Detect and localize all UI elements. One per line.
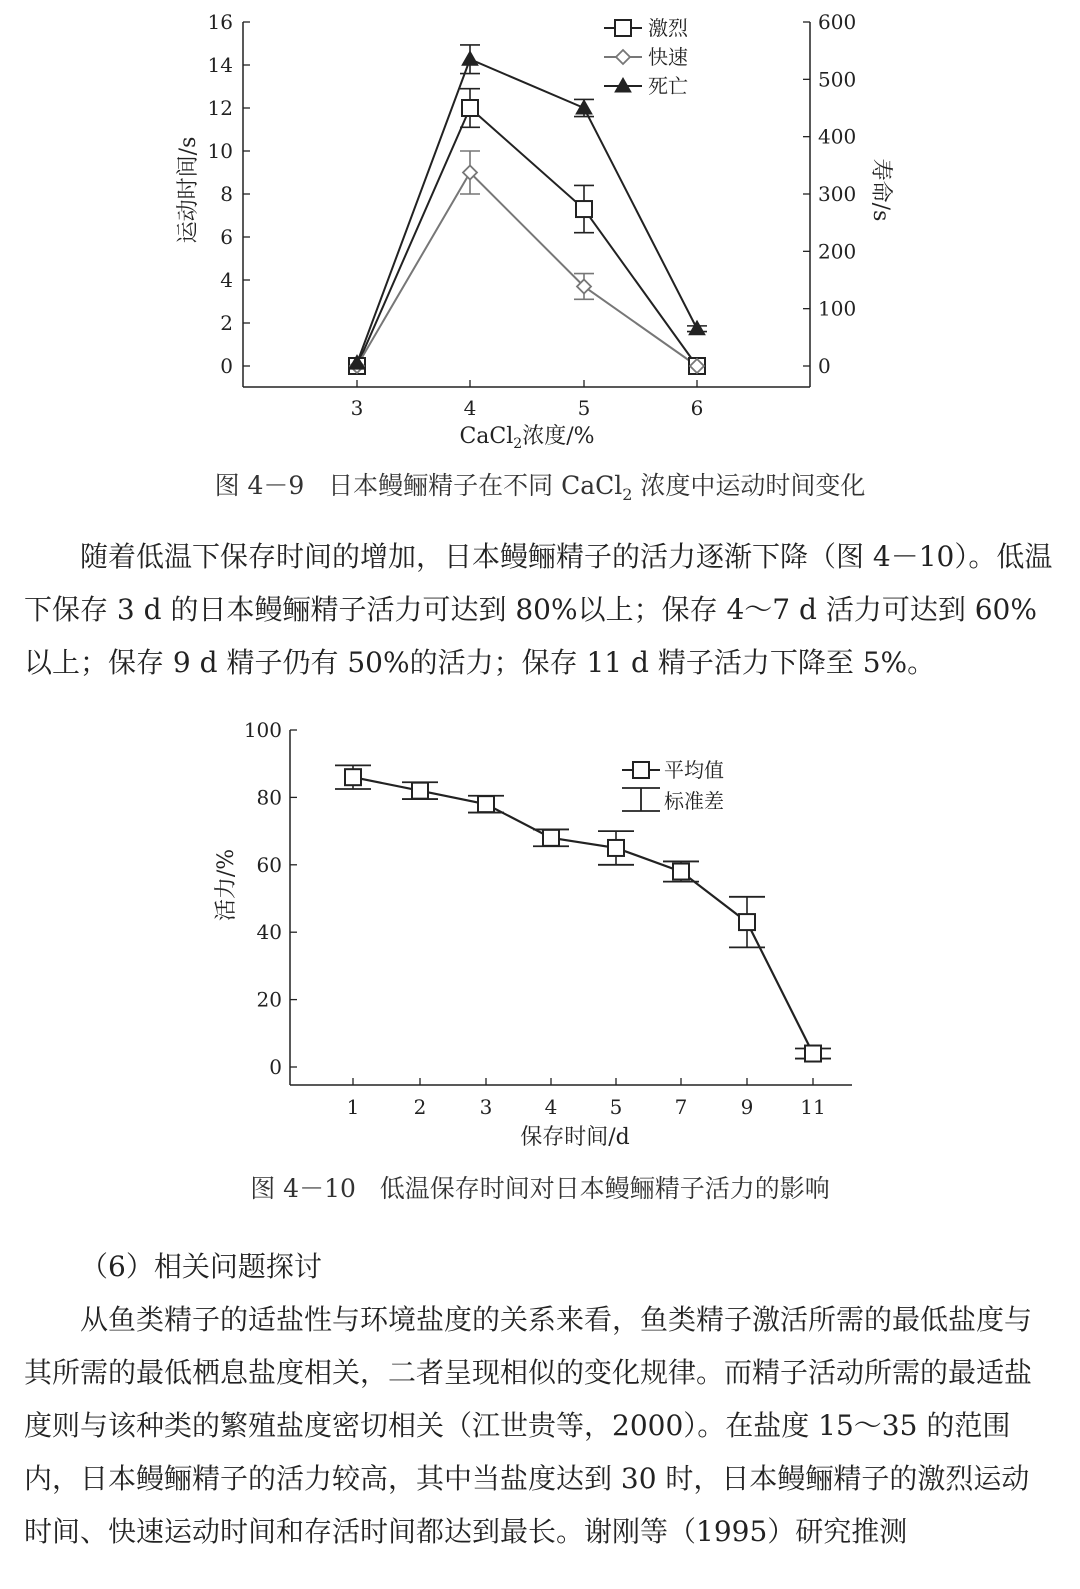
x-tick-label: 1 bbox=[346, 1095, 360, 1119]
x-axis-label: 保存时间/d bbox=[520, 1125, 630, 1150]
x-tick-label: 3 bbox=[479, 1095, 493, 1119]
y-tick-label: 0 bbox=[220, 354, 233, 378]
y-tick-label: 60 bbox=[256, 852, 282, 877]
data-point bbox=[412, 783, 428, 799]
legend-label: 激烈 bbox=[648, 16, 688, 40]
y-tick-label: 0 bbox=[269, 1055, 282, 1079]
x-tick-label: 2 bbox=[413, 1095, 427, 1119]
data-point-死亡 bbox=[462, 51, 478, 65]
data-point bbox=[739, 914, 755, 930]
y2-tick-label: 300 bbox=[818, 182, 857, 206]
y-tick-label: 8 bbox=[220, 182, 233, 206]
x-tick-label: 6 bbox=[690, 396, 704, 420]
caption-text: 低温保存时间对日本鳗鲡精子活力的影响 bbox=[379, 1174, 830, 1203]
y-tick-label: 10 bbox=[207, 139, 233, 163]
caption-subscript: 2 bbox=[622, 485, 633, 504]
legend-marker bbox=[615, 20, 631, 36]
x-tick-label: 7 bbox=[674, 1095, 688, 1119]
y2-tick-label: 500 bbox=[818, 67, 857, 92]
x-axis-label: CaCl$_2$浓度/% bbox=[459, 424, 595, 452]
data-point bbox=[478, 796, 494, 812]
y-tick-label: 4 bbox=[220, 268, 233, 292]
x-tick-label: 4 bbox=[544, 1095, 558, 1119]
storage-chart bbox=[0, 700, 1080, 1160]
y-tick-label: 6 bbox=[220, 225, 233, 249]
y2-tick-label: 600 bbox=[818, 10, 857, 34]
data-point-激烈 bbox=[576, 201, 592, 217]
y2-axis-label: 寿命/s bbox=[868, 158, 893, 222]
paragraph-2-text: 从鱼类精子的适盐性与环境盐度的关系来看，鱼类精子激活所需的最低盐度与其所需的最低栖息盐度相关，二者呈现相似的变化规律。而精子活动所需的最适盐度则与该种类的繁殖盐度密切相关（江世贵等，2000）。在盐度 15～35 的范围内，日本鳗鲡精子的活力较高，其中当盐度达到 30 时，日本鳗鲡精子的激烈运动时间、快速运动时间和存活时间都达到最长。谢刚等（1995）研究推测 bbox=[24, 1303, 1033, 1548]
chart-legend bbox=[622, 758, 724, 813]
y-tick-label: 2 bbox=[220, 311, 233, 335]
y-axis-label: 活力/% bbox=[214, 848, 239, 922]
y2-tick-label: 100 bbox=[818, 296, 857, 321]
data-point bbox=[345, 769, 361, 785]
y-tick-label: 80 bbox=[256, 785, 282, 810]
x-tick-label: 11 bbox=[800, 1095, 826, 1119]
y2-tick-label: 0 bbox=[818, 354, 831, 378]
section-heading: （6）相关问题探讨 bbox=[80, 1250, 322, 1283]
y2-tick-label: 400 bbox=[818, 124, 857, 149]
x-tick-label: 5 bbox=[609, 1095, 623, 1119]
y-tick-label: 12 bbox=[207, 96, 233, 120]
figure-caption-1 bbox=[0, 466, 1080, 504]
paragraph-1 bbox=[24, 530, 1056, 689]
data-point-激烈 bbox=[462, 100, 478, 116]
data-point bbox=[805, 1046, 821, 1062]
y-tick-label: 20 bbox=[256, 987, 282, 1012]
y-tick-label: 40 bbox=[256, 920, 282, 945]
legend-label: 平均值 bbox=[664, 758, 724, 782]
y-tick-label: 16 bbox=[207, 10, 233, 34]
data-point bbox=[543, 830, 559, 846]
data-point bbox=[673, 864, 689, 880]
figure-caption-2 bbox=[0, 1169, 1080, 1205]
caption-text-tail: 浓度中运动时间变化 bbox=[632, 471, 866, 500]
legend-label: 快速 bbox=[648, 45, 688, 69]
calcium-chart bbox=[0, 0, 1080, 470]
legend-label: 标准差 bbox=[664, 789, 724, 813]
caption-text: 日本鳗鲡精子在不同 CaCl bbox=[328, 471, 623, 500]
x-tick-label: 5 bbox=[577, 396, 591, 420]
paragraph-1-text: 随着低温下保存时间的增加，日本鳗鲡精子的活力逐渐下降（图 4－10）。低温下保存 3 d 的日本鳗鲡精子活力可达到 80%以上；保存 4～7 d 活力可达到 60%以上；保存 9 d 精子仍有 50%的活力；保存 11 d 精子活力下降至 5%。 bbox=[24, 540, 1053, 679]
series-line-死亡 bbox=[357, 59, 697, 363]
legend-marker bbox=[616, 50, 630, 64]
x-tick-label: 4 bbox=[463, 396, 477, 420]
chart-legend bbox=[604, 16, 689, 98]
y2-tick-label: 200 bbox=[818, 239, 857, 264]
x-tick-label: 3 bbox=[350, 396, 364, 420]
legend-marker bbox=[633, 762, 649, 778]
caption-prefix: 图 4－9 bbox=[214, 471, 305, 500]
data-point bbox=[608, 840, 624, 856]
y-tick-label: 14 bbox=[207, 53, 233, 77]
series-line-快速 bbox=[357, 173, 697, 367]
x-tick-label: 9 bbox=[740, 1095, 754, 1119]
data-point-死亡 bbox=[689, 321, 705, 335]
data-point-死亡 bbox=[576, 100, 592, 114]
legend-label: 死亡 bbox=[648, 74, 688, 98]
series-line-激烈 bbox=[357, 108, 697, 366]
y-tick-label: 100 bbox=[243, 718, 282, 742]
caption-prefix: 图 4－10 bbox=[250, 1174, 356, 1203]
y-axis-label: 运动时间/s bbox=[176, 136, 201, 244]
section-body bbox=[24, 1240, 1056, 1558]
